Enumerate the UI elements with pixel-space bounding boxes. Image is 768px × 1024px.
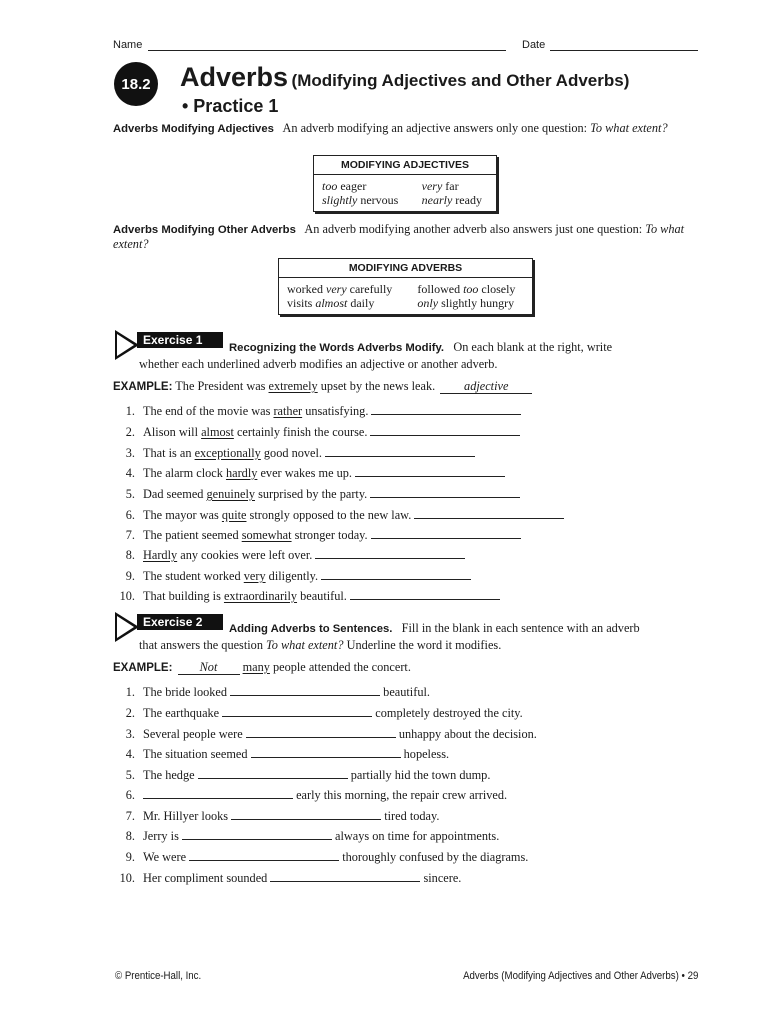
- answer-blank[interactable]: [371, 401, 521, 415]
- table-cell: only slightly hungry: [417, 296, 515, 310]
- exercise-1-instructions-cont: whether each underlined adverb modifies an adjective or another adverb.: [139, 357, 498, 371]
- answer-blank[interactable]: [231, 806, 381, 820]
- list-item: 5. Dad seemed genuinely surprised by the party.: [113, 484, 520, 501]
- list-item: 1. The bride looked beautiful.: [113, 682, 430, 699]
- list-item: 7. The patient seemed somewhat stronger today.: [113, 525, 521, 542]
- list-item: 2. The earthquake completely destroyed the city.: [113, 703, 523, 720]
- list-item: 3. That is an exceptionally good novel.: [113, 443, 475, 460]
- list-item: 4. The situation seemed hopeless.: [113, 744, 449, 761]
- table-cell: too eager: [322, 179, 367, 193]
- list-item: 6. The mayor was quite strongly opposed to the new law.: [113, 505, 564, 522]
- answer-blank[interactable]: [198, 765, 348, 779]
- table-cell: slightly nervous: [322, 193, 399, 207]
- title-main: Adverbs: [180, 62, 289, 92]
- footer-page-info: Adverbs (Modifying Adjectives and Other Adverbs) • 29: [462, 970, 698, 982]
- table-cell: worked very carefully: [287, 282, 393, 296]
- answer-blank[interactable]: [246, 724, 396, 738]
- date-field[interactable]: [550, 50, 698, 51]
- exercise-2-example: EXAMPLE: Not many people attended the concert.: [113, 660, 411, 674]
- section-badge: 18.2: [114, 62, 158, 106]
- date-label: Date: [522, 39, 546, 51]
- underlined-word: many: [242, 660, 270, 674]
- exercise-2-label: Exercise 2: [137, 614, 223, 630]
- table-cell: followed too closely: [417, 282, 516, 296]
- adverbs-text: An adverb modifying another adverb also answers just one question:: [304, 222, 643, 236]
- adverbs-explanation: [113, 222, 698, 251]
- practice-heading: • Practice 1: [182, 96, 279, 116]
- answer-blank[interactable]: [370, 484, 520, 498]
- exercise-1-label: Exercise 1: [137, 332, 223, 348]
- adverbs-question: To what extent?: [113, 222, 685, 251]
- exercise-2-instructions: Fill in the blank in each sentence with an adverb: [401, 621, 640, 635]
- exercise-1-example: EXAMPLE: The President was extremely upset by the news leak. adjective: [113, 379, 532, 394]
- list-item: 9. The student worked very diligently.: [113, 566, 471, 583]
- footer-copyright: © Prentice-Hall, Inc.: [115, 970, 202, 982]
- table-cell: visits almost daily: [287, 296, 375, 310]
- list-item: 2. Alison will almost certainly finish the course.: [113, 422, 520, 439]
- adjectives-question: To what extent?: [590, 121, 668, 135]
- exercise-2-lead: Adding Adverbs to Sentences.: [229, 623, 393, 635]
- example-answer: Not: [178, 661, 240, 675]
- adjectives-text: An adverb modifying an adjective answers only one question:: [282, 121, 588, 135]
- answer-blank[interactable]: [355, 463, 505, 477]
- adjectives-lead: Adverbs Modifying Adjectives: [113, 123, 274, 135]
- answer-blank[interactable]: [143, 785, 293, 799]
- answer-blank[interactable]: [222, 703, 372, 717]
- modifying-adverbs-table: [278, 258, 533, 315]
- exercise-2-heading: [229, 621, 640, 636]
- title-subtitle: (Modifying Adjectives and Other Adverbs): [291, 71, 630, 90]
- name-label: Name: [113, 39, 143, 51]
- table-title: MODIFYING ADVERBS: [279, 259, 533, 278]
- table-cell: nearly ready: [421, 193, 482, 207]
- answer-blank[interactable]: [315, 545, 465, 559]
- exercise-1-lead: Recognizing the Words Adverbs Modify.: [229, 342, 445, 354]
- exercise-1-heading: [229, 340, 612, 355]
- answer-blank[interactable]: [414, 505, 564, 519]
- exercise-2-instructions-cont: that answers the question To what extent? Underline the word it modifies.: [139, 638, 502, 652]
- modifying-adjectives-table: [313, 155, 497, 212]
- answer-blank[interactable]: [270, 868, 420, 882]
- answer-blank[interactable]: [321, 566, 471, 580]
- table-row: [314, 193, 497, 212]
- table-cell: very far: [421, 179, 459, 193]
- answer-blank[interactable]: [182, 826, 332, 840]
- table-row: [279, 296, 533, 315]
- adverbs-lead: Adverbs Modifying Other Adverbs: [113, 224, 296, 236]
- list-item: 1. The end of the movie was rather unsatisfying.: [113, 401, 521, 418]
- list-item: 8. Jerry is always on time for appointments.: [113, 826, 499, 843]
- list-item: 7. Mr. Hillyer looks tired today.: [113, 806, 439, 823]
- list-item: 9. We were thoroughly confused by the diagrams.: [113, 847, 528, 864]
- example-label: EXAMPLE:: [113, 381, 173, 393]
- example-answer: adjective: [440, 380, 532, 394]
- answer-blank[interactable]: [325, 443, 475, 457]
- underlined-adverb: extremely: [268, 379, 318, 393]
- list-item: 8. Hardly any cookies were left over.: [113, 545, 465, 562]
- list-item: 10. Her compliment sounded sincere.: [113, 868, 461, 885]
- list-item: 6. early this morning, the repair crew arrived.: [113, 785, 507, 802]
- answer-blank[interactable]: [251, 744, 401, 758]
- exercise-1-instructions: On each blank at the right, write: [453, 340, 613, 354]
- list-item: 3. Several people were unhappy about the decision.: [113, 724, 537, 741]
- exercise-1-tab: [115, 330, 223, 360]
- adjectives-explanation: [113, 121, 698, 136]
- answer-blank[interactable]: [189, 847, 339, 861]
- answer-blank[interactable]: [370, 422, 520, 436]
- list-item: 10. That building is extraordinarily beautiful.: [113, 586, 500, 603]
- answer-blank[interactable]: [371, 525, 521, 539]
- list-item: 4. The alarm clock hardly ever wakes me up.: [113, 463, 505, 480]
- answer-blank[interactable]: [230, 682, 380, 696]
- table-row: [314, 175, 497, 194]
- table-row: [279, 278, 533, 297]
- page-title: [180, 62, 629, 93]
- answer-blank[interactable]: [350, 586, 500, 600]
- list-item: 5. The hedge partially hid the town dump.: [113, 765, 490, 782]
- table-title: MODIFYING ADJECTIVES: [314, 156, 497, 175]
- example-label: EXAMPLE:: [113, 662, 173, 674]
- name-field[interactable]: [148, 50, 506, 51]
